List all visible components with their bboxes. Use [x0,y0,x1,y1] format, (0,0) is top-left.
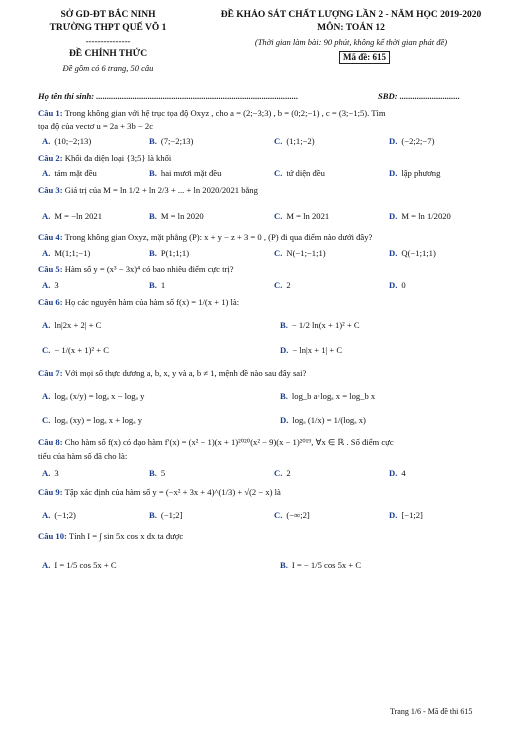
question-label: Câu 6: [38,297,63,307]
answer-option[interactable] [389,136,434,146]
option-text: 2 [286,280,291,290]
answer-option[interactable] [42,136,91,146]
option-text: 1 [160,280,166,290]
option-text: logₐ (x/y) = logₐ x − logₐ y [54,391,145,401]
option-letter: A. [42,391,51,401]
question-2 [38,153,171,163]
option-text: (7;−2;13) [160,136,194,146]
option-text: M = ln 1/2020 [401,211,451,221]
option-text: 2 [286,468,291,478]
department-name: SỞ GD-ĐT BẮC NINH [60,10,156,20]
question-label: Câu 10: [38,531,67,541]
option-text: [−1;2] [401,510,423,520]
exam-time: (Thời gian làm bài: 90 phút, không kể thời gian phát đề) [254,37,448,47]
option-letter: B. [149,468,157,478]
option-letter: C. [274,211,283,221]
option-text: N(−1;−1;1) [286,248,326,258]
option-text: I = 1/5 cos 5x + C [54,560,117,570]
option-letter: D. [280,345,289,355]
option-text: lập phương [401,168,441,178]
option-letter: B. [149,136,157,146]
answer-option[interactable] [274,510,310,520]
option-text: 5 [160,468,166,478]
option-letter: D. [389,280,398,290]
question-7 [38,368,306,378]
option-letter: D. [389,510,398,520]
official-label: ĐỀ CHÍNH THỨC [68,49,148,59]
question-text: Trong không gian Oxyz, mặt phẳng (P): x + y − z + 3 = 0 , (P) đi qua điểm nào dưới đây? [62,232,373,242]
answer-option[interactable] [274,168,325,178]
option-letter: A. [42,560,51,570]
answer-option[interactable] [149,211,204,221]
option-letter: A. [42,280,51,290]
answer-option[interactable] [274,280,291,290]
option-text: hai mươi mặt đều [160,168,222,178]
answer-option[interactable] [274,248,326,258]
exam-code-box: Mã đề: 615 [339,51,390,64]
answer-option[interactable] [42,391,144,401]
option-letter: B. [149,280,157,290]
option-text: M = −ln 2021 [54,211,103,221]
question-label: Câu 9: [38,487,63,497]
option-letter: D. [389,211,398,221]
option-text: (−1;2] [160,510,183,520]
answer-option[interactable] [42,248,90,258]
answer-option[interactable] [280,560,361,570]
answer-option[interactable] [389,168,440,178]
answer-option[interactable] [280,320,360,330]
option-letter: C. [274,168,283,178]
question-4 [38,232,372,242]
option-text: tứ diện đều [286,168,325,178]
option-letter: A. [42,468,51,478]
answer-option[interactable] [149,468,165,478]
option-letter: B. [149,168,157,178]
option-letter: C. [274,468,283,478]
option-text: Q(−1;1;1) [401,248,436,258]
option-text: logₐ (1/x) = 1/(logₐ x) [292,415,366,425]
option-letter: C. [274,248,283,258]
question-text-continued: tiểu của hàm số đã cho là: [38,451,128,461]
answer-option[interactable] [274,211,329,221]
answer-option[interactable] [42,345,109,355]
answer-option[interactable] [389,280,406,290]
question-text: Hàm số y = (x³ − 3x)⁴ có bao nhiêu điểm cực trị? [62,264,234,274]
question-5 [38,264,234,274]
option-letter: B. [280,391,288,401]
answer-option[interactable] [389,211,451,221]
question-label: Câu 2: [38,153,63,163]
question-10 [38,531,183,541]
header-divider: --------------- [85,36,131,46]
question-label: Câu 8: [38,437,63,447]
option-letter: A. [42,211,51,221]
question-text: Giá trị của M = ln 1/2 + ln 2/3 + ... + ln 2020/2021 bằng [62,185,258,195]
option-letter: C. [42,415,51,425]
option-letter: B. [149,510,157,520]
question-6 [38,297,239,307]
option-text: logₐ (xy) = logₐ x + logₐ y [54,415,142,425]
answer-option[interactable] [42,168,97,178]
question-text: Tập xác định của hàm số y = (−x² + 3x + 4)^(1/3) + √(2 − x) là [62,487,281,497]
option-text: M = ln 2021 [286,211,330,221]
answer-option[interactable] [149,248,189,258]
question-text: Cho hàm số f(x) có đạo hàm f′(x) = (x² − 1)(x + 1)²⁰²⁰(x² − 9)(x − 1)²⁰¹⁹, ∀x ∈ ℝ . Số điểm cực [62,437,394,447]
option-letter: C. [274,510,283,520]
option-letter: C. [274,136,283,146]
option-text: (−2;2;−7) [401,136,435,146]
option-letter: A. [42,136,51,146]
question-label: Câu 1: [38,108,63,118]
option-letter: B. [280,320,288,330]
option-letter: A. [42,248,51,258]
page-footer: Trang 1/6 - Mã đề thi 615 [390,707,473,716]
question-3 [38,185,258,195]
option-text: 0 [401,280,406,290]
option-text: log_b a·logₐ x = log_b x [291,391,376,401]
answer-option[interactable] [280,345,342,355]
answer-option[interactable] [42,211,102,221]
option-text: (10;−2;13) [54,136,92,146]
option-letter: C. [42,345,51,355]
option-text: P(1;1;1) [160,248,190,258]
question-text: Khối đa diện loại {3;5} là khối [62,153,172,163]
option-text: I = − 1/5 cos 5x + C [291,560,362,570]
answer-option[interactable] [42,415,142,425]
question-text: Tính I = ∫ sin 5x cos x dx ta được [66,531,184,541]
answer-option[interactable] [149,510,182,520]
page-count: Đề gồm có 6 trang, 50 câu [62,63,154,73]
answer-option[interactable] [42,280,59,290]
option-letter: A. [42,320,51,330]
option-text: 3 [54,468,59,478]
answer-option[interactable] [42,510,76,520]
option-letter: B. [280,560,288,570]
option-letter: D. [389,168,398,178]
answer-option[interactable] [274,136,315,146]
question-label: Câu 4: [38,232,63,242]
option-text: (−1;2) [54,510,76,520]
answer-option[interactable] [274,468,291,478]
sbd-field: SBD: ............................ [378,91,460,101]
subject-title: MÔN: TOÁN 12 [317,23,385,33]
answer-option[interactable] [149,168,221,178]
option-text: − ln|x + 1| + C [292,345,343,355]
exam-title: ĐỀ KHẢO SÁT CHẤT LƯỢNG LẦN 2 - NĂM HỌC 2019-2020 [220,10,482,20]
option-letter: D. [389,136,398,146]
answer-option[interactable] [389,248,436,258]
question-1 [38,108,386,118]
option-letter: A. [42,510,51,520]
option-text: M = ln 2020 [160,211,204,221]
answer-option[interactable] [42,320,101,330]
answer-option[interactable] [389,468,406,478]
answer-option[interactable] [149,280,165,290]
answer-option[interactable] [280,391,375,401]
question-text-continued: tọa độ của vectơ u = 2a + 3b − 2c [38,121,154,131]
option-letter: C. [274,280,283,290]
option-text: tám mặt đều [54,168,97,178]
answer-option[interactable] [149,136,193,146]
option-text: 3 [54,280,59,290]
option-text: (−∞;2] [286,510,310,520]
student-name-field: Họ tên thí sinh: .............................................................................................. [38,91,299,101]
question-label: Câu 3: [38,185,63,195]
option-text: − 1/(x + 1)² + C [54,345,109,355]
question-label: Câu 5: [38,264,63,274]
question-8 [38,437,394,448]
answer-option[interactable] [389,510,423,520]
question-9 [38,487,281,497]
option-letter: D. [389,248,398,258]
question-text: Với mọi số thực dương a, b, x, y và a, b ≠ 1, mệnh đề nào sau đây sai? [62,368,307,378]
question-label: Câu 7: [38,368,63,378]
option-text: − 1/2 ln(x + 1)² + C [291,320,360,330]
option-letter: B. [149,248,157,258]
option-text: (1;1;−2) [286,136,315,146]
option-letter: D. [389,468,398,478]
option-text: ln|2x + 2| + C [54,320,102,330]
question-text: Họ các nguyên hàm của hàm số f(x) = 1/(x + 1) là: [62,297,240,307]
question-text: Trong không gian với hệ trục tọa độ Oxyz , cho a = (2;−3;3) , b = (0;2;−1) , c = (3;−1;5). Tìm [62,108,386,118]
answer-option[interactable] [42,468,59,478]
option-text: 4 [401,468,406,478]
option-letter: B. [149,211,157,221]
option-letter: D. [280,415,289,425]
option-letter: A. [42,168,51,178]
answer-option[interactable] [42,560,117,570]
answer-option[interactable] [280,415,366,425]
option-text: M(1;1;−1) [54,248,91,258]
school-name: TRƯỜNG THPT QUẾ VÕ 1 [49,23,167,33]
